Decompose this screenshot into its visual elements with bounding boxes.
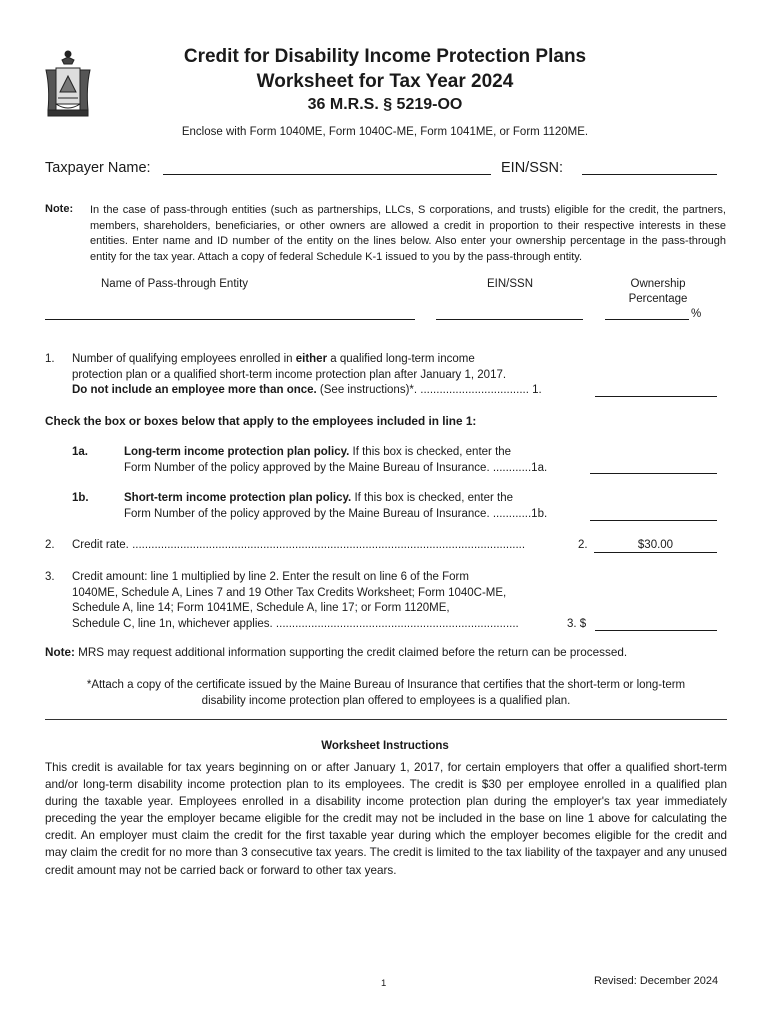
credit-rate-value: $30.00 — [594, 538, 717, 553]
line-1-text-row2: protection plan or a qualified short-term income protection plan after January 1, 2017. — [72, 368, 507, 381]
page-number: 1 — [381, 978, 387, 989]
entity-name-header: Name of Pass-through Entity — [101, 278, 249, 290]
line-1a-text-a: If this box is checked, enter the — [349, 446, 512, 458]
line-1-text — [72, 352, 592, 399]
line-1b-text-b: Form Number of the policy approved by the Maine Bureau of Insurance. ............ — [124, 507, 532, 520]
ownership-percentage-field[interactable] — [605, 319, 689, 320]
line-1-text-row1 — [72, 352, 592, 368]
statute-reference: 36 M.R.S. § 5219-OO — [307, 96, 463, 113]
line-3-text-row2: 1040ME, Schedule A, Lines 7 and 19 Other Tax Credits Worksheet; Form 1040C-ME, — [72, 586, 507, 599]
line-1b-text-row1 — [124, 491, 584, 507]
line-1a-number: 1a. — [72, 446, 88, 458]
taxpayer-name-label: Taxpayer Name: — [45, 160, 151, 176]
instructions-heading: Worksheet Instructions — [321, 740, 449, 752]
form-title: Credit for Disability Income Protection Plans — [183, 46, 587, 67]
line-3-field[interactable] — [595, 630, 717, 631]
line-3-ref: 3. $ — [567, 618, 587, 630]
enclose-instruction: Enclose with Form 1040ME, Form 1040C-ME, Form 1041ME, or Form 1120ME. — [181, 126, 589, 138]
entity-name-field[interactable] — [45, 319, 415, 320]
line-3-text-row3: Schedule A, line 14; Form 1041ME, Schedule A, line 17; or Form 1120ME, — [72, 602, 450, 614]
mrs-note — [45, 646, 627, 659]
entity-ein-field[interactable] — [436, 319, 583, 320]
line-3-text-row4: Schedule C, line 1n, whichever applies. ............................................................................ — [72, 617, 519, 630]
line-1-number: 1. — [45, 353, 55, 365]
line-1b-number: 1b. — [72, 492, 89, 504]
entity-ein-header: EIN/SSN — [487, 278, 534, 290]
section-divider — [45, 719, 727, 720]
line-3-text — [72, 570, 592, 632]
ownership-header-line1: Ownership — [630, 278, 686, 290]
line-1b-text-row2 — [124, 507, 584, 523]
mrs-note-text: MRS may request additional information supporting the credit claimed before the return can be processed. — [74, 646, 628, 659]
line-1a-field[interactable] — [590, 473, 717, 474]
line-1b-ref: 1b. — [531, 507, 548, 520]
line-2-number: 2. — [45, 539, 55, 551]
line-1-either: either — [295, 353, 328, 365]
line-2-text: Credit rate. ........................................................................................................................... — [72, 539, 526, 551]
percent-sign: % — [691, 308, 702, 320]
line-1-text-c: (See instructions)*. .................................. — [316, 384, 533, 396]
ownership-header — [600, 277, 716, 307]
revision-date: Revised: December 2024 — [594, 975, 719, 987]
line-1a-title: Long-term income protection plan policy. — [124, 446, 350, 458]
line-1a-ref: 1a. — [531, 461, 548, 474]
check-box-heading: Check the box or boxes below that apply to the employees included in line 1: — [45, 414, 477, 428]
line-1a-text-row2 — [124, 461, 584, 477]
attach-note-line2: disability income protection plan offered to employees is a qualified plan. — [201, 695, 571, 707]
line-1-warning: Do not include an employee more than once. — [72, 384, 317, 396]
line-1-text-row3 — [72, 383, 592, 399]
line-3-text-row1: Credit amount: line 1 multiplied by line 2. Enter the result on line 6 of the Form — [72, 571, 469, 583]
worksheet-title: Worksheet for Tax Year 2024 — [256, 71, 514, 92]
note-label: Note: — [45, 203, 74, 215]
taxpayer-ein-field[interactable] — [582, 174, 717, 175]
line-2-ref: 2. — [578, 539, 588, 551]
line-1-field[interactable] — [595, 396, 717, 397]
ownership-header-line2: Percentage — [628, 293, 688, 305]
taxpayer-name-field[interactable] — [163, 174, 491, 175]
mrs-note-label: Note: — [45, 646, 75, 659]
line-1-ref: 1. — [532, 384, 542, 396]
line-1b-title: Short-term income protection plan policy. — [124, 492, 352, 504]
instructions-body: This credit is available for tax years beginning on or after January 1, 2017, for certain employers that offer a qualified short-term and/or long-term disability income protection plan to its employees. The credit is $30 per employee enrolled in a qualified plan during the taxable year. Employees enrolled in a disability income protection plan during the employer's tax year immediately preceding the year the employer became eligible for the credit may not be included in the base on line 1 above for calculating the credit. An employer must claim the credit for the first taxable year during which the employer becomes eligible for the credit and may claim the credit for no more than 3 consecutive tax years. The credit is limited to the tax liability of the taxpayer and any unused credit amount may not be carried back or forward to other tax years. — [45, 761, 727, 877]
line-1-text-a: Number of qualifying employees enrolled in — [72, 353, 296, 365]
line-1a-text — [124, 445, 584, 476]
line-1b-text — [124, 491, 584, 522]
line-3-number: 3. — [45, 571, 55, 583]
pass-through-note: In the case of pass-through entities (such as partnerships, LLCs, S corporations, and trusts) eligible for the credit, the partners, members, shareholders, beneficiaries, or other owners are allowed a credit in proportion to their respective interests in these entities. Enter name and ID number of the entity on the lines below. Also enter your ownership percentage in the pass-through entity for the tax year. Attach a copy of federal Schedule K-1 issued to you by the pass-through entity. — [90, 204, 726, 263]
line-1b-field[interactable] — [590, 520, 717, 521]
attach-note-line1: *Attach a copy of the certificate issued by the Maine Bureau of Insurance that certifies that the short-term or long-term — [86, 679, 686, 691]
ein-ssn-label: EIN/SSN: — [501, 160, 564, 176]
line-1b-text-a: If this box is checked, enter the — [351, 492, 513, 504]
attach-certificate-note — [45, 677, 727, 709]
line-1a-text-b: Form Number of the policy approved by the Maine Bureau of Insurance. ............ — [124, 461, 532, 474]
line-1-text-b: a qualified long-term income — [327, 353, 475, 365]
line-1a-text-row1 — [124, 445, 584, 461]
